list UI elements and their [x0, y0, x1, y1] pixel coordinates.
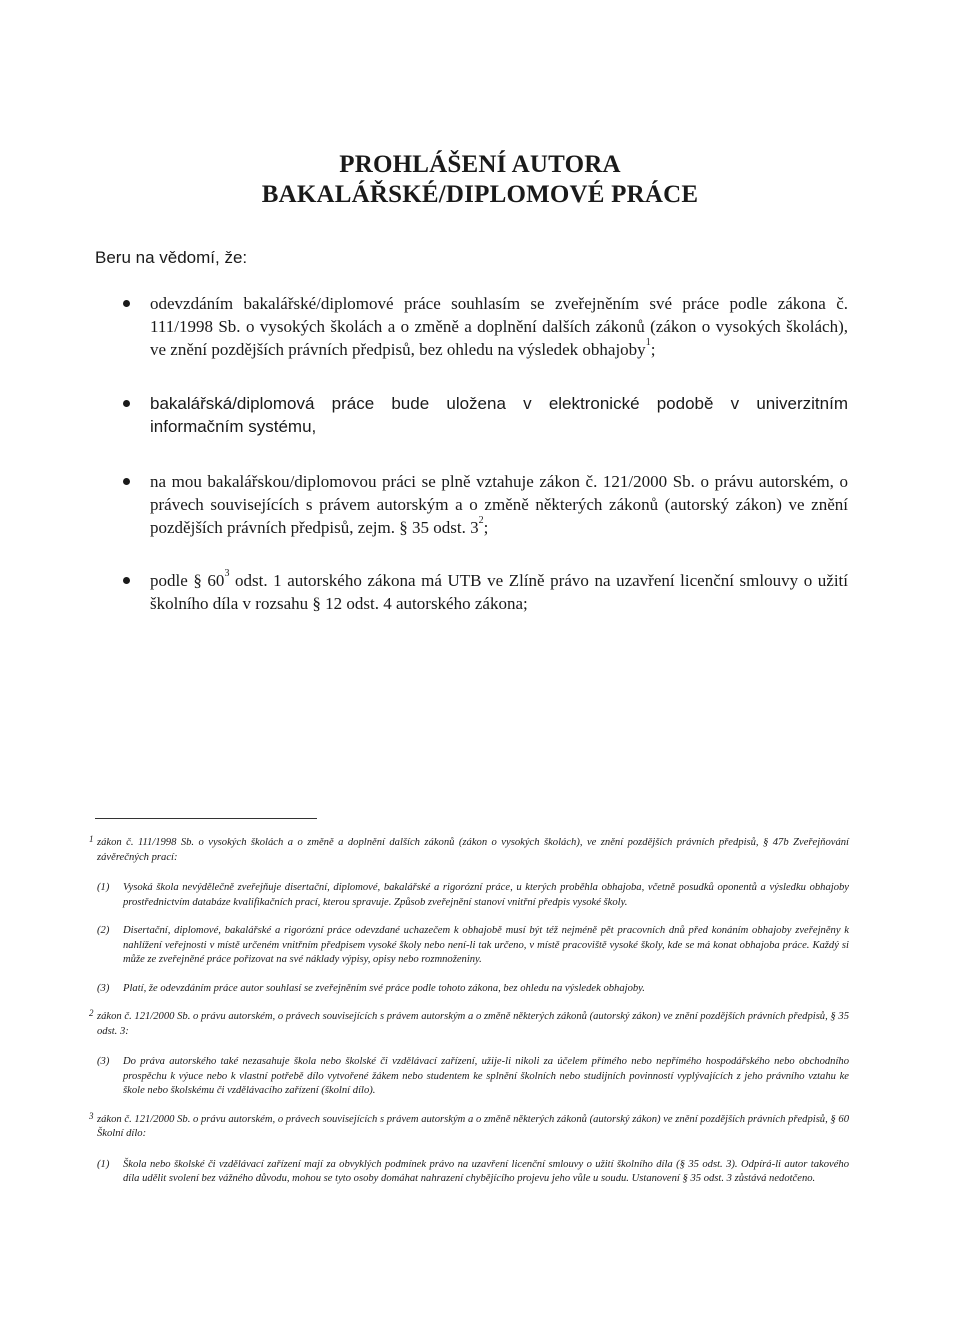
paragraph-text: Platí, že odevzdáním práce autor souhlasí se zveřejněním své práce podle tohoto zákona, bez ohledu na výsledek obhajoby. [123, 982, 645, 994]
footnote-head: zákon č. 121/2000 Sb. o právu autorském, o právech souvisejících s právem autorským a o změně některých zákonů (autorský zákon) ve znění pozdějších právních předpisů, § 60 Školní dílo: [97, 1113, 849, 1139]
list-item [150, 569, 848, 615]
item-text: bakalářská/diplomová práce bude uložena v elektronické podobě v univerzitním [150, 394, 848, 413]
list-item [150, 392, 848, 438]
paragraph-number: (1) [97, 1158, 110, 1170]
paragraph-number: (3) [97, 982, 110, 994]
footnote-paragraph [97, 881, 849, 910]
item-text: podle § 60 [150, 571, 225, 590]
item-text: odevzdáním bakalářské/diplomové práce souhlasím se zveřejněním své práce podle zákona č. 111/1998 Sb. o vysokých školách a o změně a doplnění dalších zákonů (zákon o vysokých školách), ve znění pozdějších právních předpisů, bez ohledu na výsledek obhajoby [150, 294, 848, 359]
footnote-number: 1 [89, 834, 94, 844]
footnote-3 [89, 1110, 849, 1187]
footnote-paragraph [97, 1158, 849, 1187]
footnote-paragraph [97, 982, 849, 997]
footnotes [89, 834, 849, 1201]
footnote-number: 3 [89, 1110, 94, 1121]
item-text: na mou bakalářskou/diplomovou práci se plně vztahuje zákon č. 121/2000 Sb. o právu autorském, o právech souvisejících s právem autorským a o změně některých zákonů (autorský zákon) ve znění pozdějších právních předpisů, zejm. § 35 odst. 3 [150, 472, 848, 537]
list-item [150, 470, 848, 539]
item-text-end: odst. 1 autorského zákona má UTB ve Zlíně právo na uzavření licenční smlouvy o užití školního díla v rozsahu § 12 odst. 4 autorského zákona; [150, 571, 848, 613]
paragraph-number: (1) [97, 882, 110, 893]
intro-text: Beru na vědomí, že: [95, 248, 248, 267]
footnote-ref: 1 [645, 337, 651, 349]
footnote-paragraph [97, 1055, 849, 1099]
paragraph-number: (3) [97, 1056, 110, 1067]
item-text-end: ; [483, 518, 489, 537]
paragraph-text: Disertační, diplomové, bakalářské a rigorózní práce odevzdané uchazečem k obhajobě musí být též nejméně pět pracovních dnů před konáním obhajoby zveřejněny k nahlížení veřejnosti v místě určeném vnitřním předpisem vysoké školy nebo není-li tak určeno, v místě pracoviště vysoké školy, kde se má konat obhajoba práce. Každý si může ze zveřejněné práce pořizovat na své náklady výpisy, opisy nebo rozmnoženiny. [123, 925, 849, 965]
footnote-head: zákon č. 121/2000 Sb. o právu autorském, o právech souvisejících s právem autorským a o změně některých zákonů (autorský zákon) ve znění pozdějších právních předpisů, § 35 odst. 3: [97, 1011, 849, 1037]
item-text-end: ; [650, 340, 656, 359]
footnote-ref: 3 [224, 568, 230, 580]
item-text-end: informačním systému, [150, 417, 317, 436]
page-title [0, 150, 960, 210]
title-line-2: BAKALÁŘSKÉ/DIPLOMOVÉ PRÁCE [261, 181, 699, 208]
paragraph-text: Vysoká škola nevýdělečně zveřejňuje disertační, diplomové, bakalářské a rigorózní práce, u kterých proběhla obhajoba, včetně posudků oponentů a výsledku obhajoby prostřednictvím databáze kvalifikačních prací, kterou spravuje. Způsob zveřejnění stanoví vnitřní předpis vysoké školy. [123, 882, 849, 908]
footnote-2 [89, 1008, 849, 1099]
paragraph-number: (2) [97, 925, 110, 936]
paragraph-text: Škola nebo školské či vzdělávací zařízení mají za obvyklých podmínek právo na uzavření licenční smlouvy o užití školního díla (§ 35 odst. 3). Odpírá-li autor takového díla udělit svolení bez vážného důvodu, mohou se tyto osoby domáhat nahrazení chybějícího projevu jeho vůle u soudu. Ustanovení § 35 odst. 3 zůstává nedotčeno. [123, 1158, 849, 1184]
paragraph-text: Do práva autorského také nezasahuje škola nebo školské či vzdělávací zařízení, užije-li nikoli za účelem přímého nebo nepřímého hospodářského nebo obchodního prospěchu k výuce nebo k vlastní potřebě dílo vytvořené žákem nebo studentem ke splnění školních nebo studijních povinností vyplývajících z jeho právního vztahu ke škole nebo školskému či vzdělávacího zařízení (školní dílo). [123, 1056, 849, 1096]
title-line-1: PROHLÁŠENÍ AUTORA [339, 151, 621, 178]
footnote-paragraph [97, 924, 849, 968]
footnote-head: zákon č. 111/1998 Sb. o vysokých školách a o změně a doplnění dalších zákonů (zákon o vysokých školách), ve znění pozdějších právních předpisů, § 47b Zveřejňování závěrečných prací: [97, 837, 849, 863]
declaration-list [150, 292, 848, 615]
footnote-ref: 2 [478, 515, 484, 527]
footnote-1 [89, 834, 849, 996]
list-item [150, 292, 848, 361]
footnote-separator [95, 818, 317, 819]
footnote-number: 2 [89, 1008, 94, 1018]
